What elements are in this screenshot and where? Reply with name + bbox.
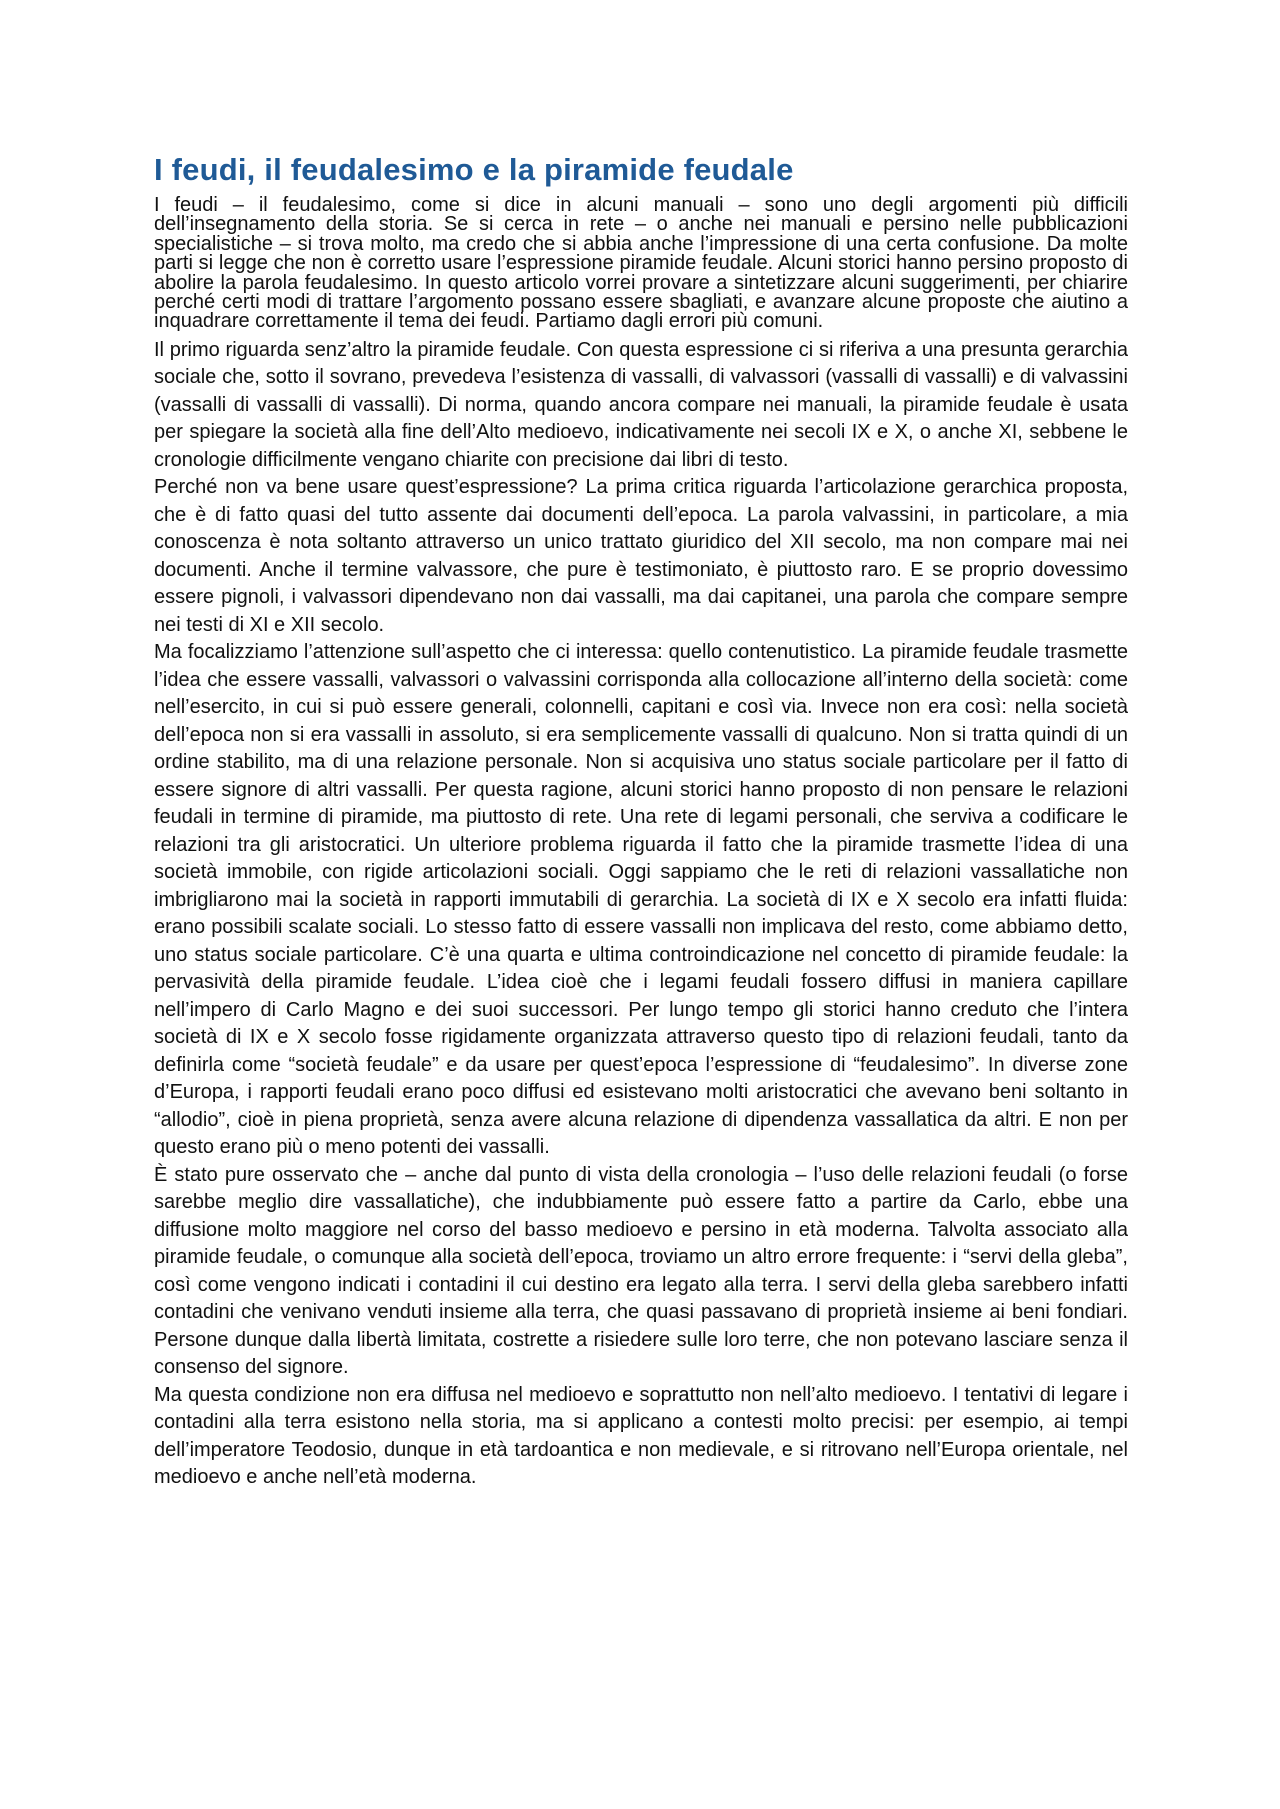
paragraph-intro: I feudi – il feudalesimo, come si dice in alcuni manuali – sono uno degli argomenti più difficili dell’insegnamento della storia. Se si cerca in rete – o anche nei manuali e persino nelle pubblicazioni specialistiche – si trova molto, ma credo che si abbia anche l’impressione di una certa confusione. Da molte parti si legge che non è corretto usare l’espressione piramide feudale. Alcuni storici hanno persino proposto di abolire la parola feudalesimo. In questo articolo vorrei provare a sintetizzare alcuni suggerimenti, per chiarire perché certi modi di trattare l’argomento possano essere sbagliati, e avanzare alcune proposte che aiutino a inquadrare correttamente il tema dei feudi. Partiamo dagli errori più comuni. — [154, 194, 1128, 333]
paragraph-servi-della-gleba: È stato pure osservato che – anche dal punto di vista della cronologia – l’uso delle relazioni feudali (o forse sarebbe meglio dire vassallatiche), che indubbiamente può essere fatto a partire da Carlo, ebbe una diffusione molto maggiore nel corso del basso medioevo e persino in età moderna. Talvolta associato alla piramide feudale, o comunque alla società dell’epoca, troviamo un altro errore frequente: i “servi della gleba”, così come vengono indicati i contadini il cui destino era legato alla terra. I servi della gleba sarebbero infatti contadini che venivano venduti insieme alla terra, che quasi passavano di proprietà insieme ai beni fondiari. Persone dunque dalla libertà limitata, costrette a risiedere sulle loro terre, che non potevano lasciare senza il consenso del signore. — [154, 1163, 1128, 1379]
page-title: I feudi, il feudalesimo e la piramide feudale — [154, 152, 794, 187]
document-page — [154, 150, 1128, 1492]
paragraph-piramide: Il primo riguarda senz’altro la piramide feudale. Con questa espressione ci si riferiva a una presunta gerarchia sociale che, sotto il sovrano, prevedeva l’esistenza di vassalli, di valvassori (vassalli di vassalli) e di valvassini (vassalli di vassalli di vassalli). Di norma, quando ancora compare nei manuali, la piramide feudale è usata per spiegare la società alla fine dell’Alto medioevo, indicativamente nei secoli IX e X, o anche XI, sebbene le cronologie difficilmente vengano chiarite con precisione dai libri di testo. — [154, 338, 1128, 471]
paragraph-contenuto: Ma focalizziamo l’attenzione sull’aspetto che ci interessa: quello contenutistico. La piramide feudale trasmette l’idea che essere vassalli, valvassori o valvassini corrisponda alla collocazione all’interno della società: come nell’esercito, in cui si può essere generali, colonnelli, capitani e così via. Invece non era così: nella società dell’epoca non si era vassalli in assoluto, si era semplicemente vassalli di qualcuno. Non si tratta quindi di un ordine stabilito, ma di una relazione personale. Non si acquisiva uno status sociale particolare per il fatto di essere signore di altri vassalli. Per questa ragione, alcuni storici hanno proposto di non pensare le relazioni feudali in termine di piramide, ma piuttosto di rete. Una rete di legami personali, che serviva a codificare le relazioni tra gli aristocratici. Un ulteriore problema riguarda il fatto che la piramide trasmette l’idea di una società immobile, con rigide articolazioni sociali. Oggi sappiamo che le reti di relazioni vassallatiche non imbrigliarono mai la società in rapporti immutabili di gerarchia. La società di IX e X secolo era infatti fluida: erano possibili scalate sociali. Lo stesso fatto di essere vassalli non implicava del resto, come abbiamo detto, uno status sociale particolare. C’è una quarta e ultima controindicazione nel concetto di piramide feudale: la pervasività della piramide feudale. L’idea cioè che i legami feudali fossero diffusi in maniera capillare nell’impero di Carlo Magno e dei suoi successori. Per lungo tempo gli storici hanno creduto che l’intera società di IX e X secolo fosse rigidamente organizzata attraverso questo tipo di relazioni feudali, tanto da definirla come “società feudale” e da usare per quest’epoca l’espressione di “feudalesimo”. In diverse zone d’Europa, i rapporti feudali erano poco diffusi ed esistevano molti aristocratici che avevano beni soltanto in “allodio”, cioè in piena proprietà, senza avere alcuna relazione di dipendenza vassallatica da altri. E non per questo erano più o meno potenti dei vassalli. — [154, 641, 1128, 1159]
paragraph-condizione: Ma questa condizione non era diffusa nel medioevo e soprattutto non nell’alto medioevo. I tentativi di legare i contadini alla terra esistono nella storia, ma si applicano a contesti molto precisi: per esempio, ai tempi dell’imperatore Teodosio, dunque in età tardoantica e non medievale, e si ritrovano nell’Europa orientale, nel medioevo e anche nell’età moderna. — [154, 1383, 1128, 1489]
paragraph-critica: Perché non va bene usare quest’espressione? La prima critica riguarda l’articolazione gerarchica proposta, che è di fatto quasi del tutto assente dai documenti dell’epoca. La parola valvassini, in particolare, a mia conoscenza è nota soltanto attraverso un unico trattato giuridico del XII secolo, ma non compare mai nei documenti. Anche il termine valvassore, che pure è testimoniato, è piuttosto raro. E se proprio dovessimo essere pignoli, i valvassori dipendevano non dai vassalli, ma dai capitanei, una parola che compare sempre nei testi di XI e XII secolo. — [154, 476, 1128, 636]
